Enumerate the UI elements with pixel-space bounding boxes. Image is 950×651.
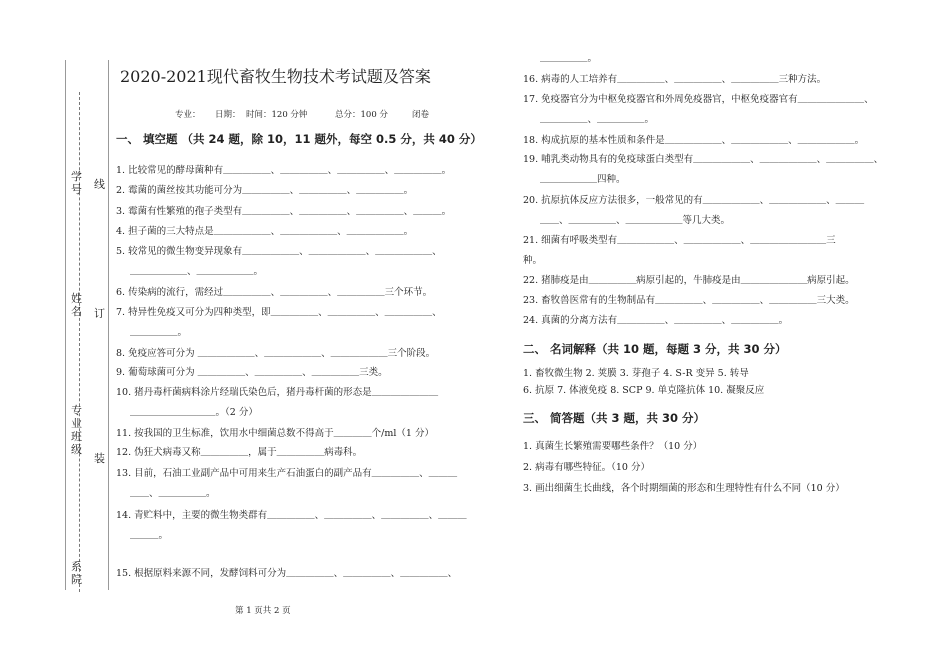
margin-rule: [65, 60, 66, 590]
question-5: 5. 较常见的微生物变异现象有＿＿＿＿＿＿、＿＿＿＿＿＿、＿＿＿＿＿＿、: [116, 246, 442, 257]
question-20-cont: ＿＿、＿＿＿＿＿、＿＿＿＿＿＿等几大类。: [540, 215, 731, 226]
question-10-cont: ＿＿＿＿＿＿＿＿＿。（2 分）: [130, 407, 258, 418]
dept-label: 系院: [71, 560, 82, 586]
page-footer: 第 1 页共 2 页: [235, 606, 291, 616]
binding-ding: 订: [94, 307, 105, 320]
question-22: 22. 猪肺疫是由＿＿＿＿＿病原引起的，牛肺疫是由＿＿＿＿＿＿＿病原引起。: [523, 275, 855, 286]
binding-zhuang: 装: [94, 452, 105, 465]
dashed-rule: [79, 92, 80, 592]
question-11: 11. 按我国的卫生标准，饮用水中细菌总数不得高于＿＿＿＿个/ml（1 分）: [116, 428, 434, 439]
meta-score: 总分：100 分: [335, 110, 388, 120]
binding-line: [108, 60, 109, 590]
page-title: 2020-2021现代畜牧生物技术考试题及答案: [120, 67, 431, 86]
question-23: 23. 畜牧兽医常有的生物制品有＿＿＿＿＿、＿＿＿＿＿、＿＿＿＿＿三大类。: [523, 295, 855, 306]
meta-date: 日期：: [215, 110, 241, 120]
question-19-cont: ＿＿＿＿＿＿四种。: [540, 174, 626, 185]
section-terms: 二、 名词解释（共 10 题，每题 3 分，共 30 分）: [523, 342, 787, 356]
question-14: 14. 青贮料中，主要的微生物类群有＿＿＿＿＿、＿＿＿＿＿、＿＿＿＿＿、＿＿＿: [116, 510, 467, 521]
meta-time: 时间：120 分钟: [246, 110, 308, 120]
question-3: 3. 霉菌有性繁殖的孢子类型有＿＿＿＿＿、＿＿＿＿＿、＿＿＿＿＿、＿＿＿。: [116, 206, 452, 217]
question-1: 1. 比较常见的酵母菌种有＿＿＿＿＿、＿＿＿＿＿、＿＿＿＿＿、＿＿＿＿＿。: [116, 165, 452, 176]
meta-major: 专业：: [175, 110, 201, 120]
question-20: 20. 抗原抗体反应方法很多，一般常见的有＿＿＿＿＿＿、＿＿＿＿＿＿、＿＿＿: [523, 195, 865, 206]
question-21-cont: 种。: [523, 255, 543, 266]
meta-closed: 闭卷: [412, 110, 430, 120]
question-9: 9. 葡萄球菌可分为 ＿＿＿＿＿、＿＿＿＿＿、＿＿＿＿＿三类。: [116, 367, 388, 378]
question-13: 13. 目前，石油工业副产品中可用来生产石油蛋白的副产品有＿＿＿＿＿、＿＿＿: [116, 468, 458, 479]
question-2: 2. 霉菌的菌丝按其功能可分为＿＿＿＿＿、＿＿＿＿＿、＿＿＿＿＿。: [116, 185, 414, 196]
question-7-cont: ＿＿＿＿＿。: [130, 327, 188, 338]
question-5-cont: ＿＿＿＿＿＿、＿＿＿＿＿＿。: [130, 266, 264, 277]
terms-row-1: 1. 畜牧微生物 2. 荚膜 3. 芽孢子 4. S-R 变异 5. 转导: [523, 368, 749, 379]
question-15-cont: ＿＿＿＿＿。: [540, 53, 598, 64]
question-19: 19. 哺乳类动物具有的免疫球蛋白类型有＿＿＿＿＿＿、＿＿＿＿＿＿、＿＿＿＿＿、: [523, 154, 884, 165]
class-label: 专业班级: [71, 404, 82, 456]
question-17-cont: ＿＿＿＿＿、＿＿＿＿＿。: [540, 114, 655, 125]
question-17: 17. 免疫器官分为中枢免疫器官和外周免疫器官，中枢免疫器官有＿＿＿＿＿＿＿、: [523, 94, 874, 105]
question-13-cont: ＿＿、＿＿＿＿＿。: [130, 488, 216, 499]
question-15: 15. 根据原料来源不同，发酵饲料可分为＿＿＿＿＿、＿＿＿＿＿、＿＿＿＿＿、: [116, 568, 458, 579]
short-question-1: 1. 真菌生长繁殖需要哪些条件？（10 分）: [523, 441, 703, 452]
question-14-cont: ＿＿＿。: [130, 530, 169, 541]
student-id-label: 学号: [71, 170, 82, 196]
question-12: 12. 伪狂犬病毒又称＿＿＿＿＿，属于＿＿＿＿＿病毒科。: [116, 447, 363, 458]
question-8: 8. 免疫应答可分为 ＿＿＿＿＿＿、＿＿＿＿＿＿、＿＿＿＿＿＿三个阶段。: [116, 348, 436, 359]
terms-row-2: 6. 抗原 7. 体液免疫 8. SCP 9. 单克隆抗体 10. 凝聚反应: [523, 385, 765, 396]
short-question-2: 2. 病毒有哪些特征。（10 分）: [523, 462, 650, 473]
question-21: 21. 细菌有呼吸类型有＿＿＿＿＿＿、＿＿＿＿＿＿、＿＿＿＿＿＿＿＿三: [523, 235, 836, 246]
question-16: 16. 病毒的人工培养有＿＿＿＿＿、＿＿＿＿＿、＿＿＿＿＿三种方法。: [523, 74, 827, 85]
section-fill: 一、 填空题 （共 24 题，除 10，11 题外，每空 0.5 分，共 40 分）: [116, 132, 482, 146]
question-6: 6. 传染病的流行，需经过＿＿＿＿＿、＿＿＿＿＿、＿＿＿＿＿三个环节。: [116, 287, 433, 298]
question-24: 24. 真菌的分离方法有＿＿＿＿＿、＿＿＿＿＿、＿＿＿＿＿。: [523, 315, 789, 326]
question-4: 4. 担子菌的三大特点是＿＿＿＿＿＿、＿＿＿＿＿＿、＿＿＿＿＿＿。: [116, 226, 414, 237]
section-short: 三、 简答题（共 3 题，共 30 分）: [523, 411, 706, 425]
question-10: 10. 猪丹毒杆菌病料涂片经瑞氏染色后，猪丹毒杆菌的形态是＿＿＿＿＿＿＿: [116, 387, 439, 398]
short-question-3: 3. 画出细菌生长曲线，各个时期细菌的形态和生理特性有什么不同（10 分）: [523, 483, 845, 494]
question-18: 18. 构成抗原的基本性质和条件是＿＿＿＿＿＿、＿＿＿＿＿＿、＿＿＿＿＿＿。: [523, 135, 865, 146]
question-7: 7. 特异性免疫又可分为四种类型，即＿＿＿＿＿、＿＿＿＿＿、＿＿＿＿＿、: [116, 307, 442, 318]
binding-xian: 线: [94, 178, 105, 191]
student-name-label: 姓名: [71, 292, 82, 318]
